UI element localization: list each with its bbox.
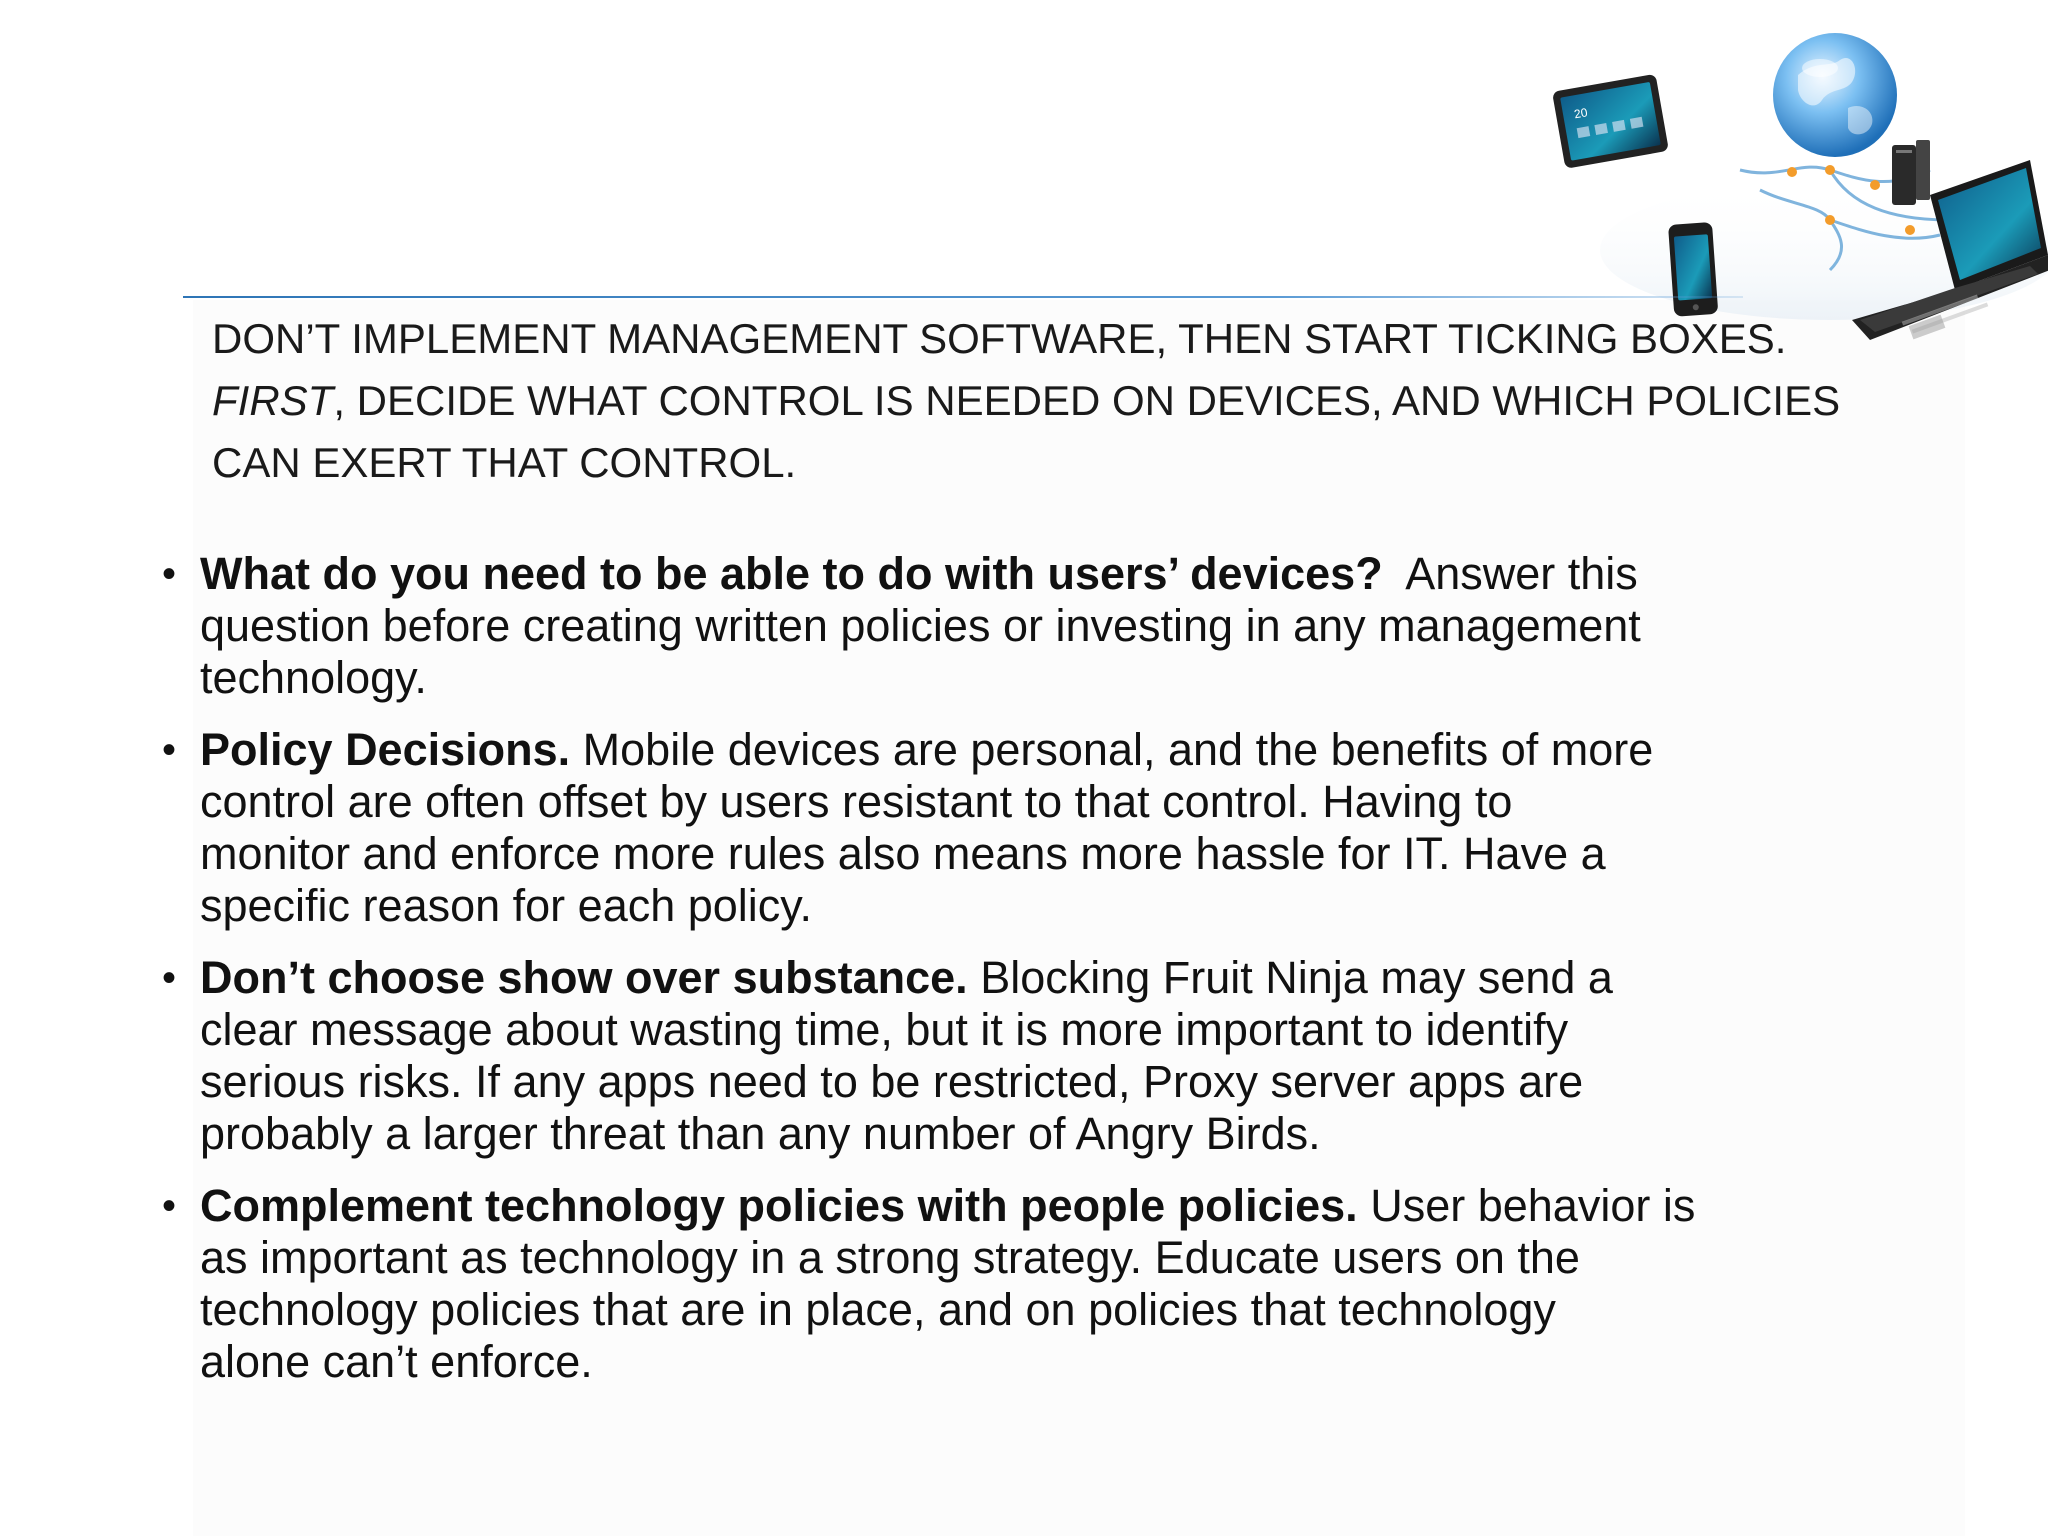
bullet-heading: Don’t choose show over substance. [200,952,968,1003]
title-line-2 [212,370,1841,432]
bullet-text: Mobile devices are personal, and the benefits of more [582,724,1654,775]
title-divider [183,296,1743,298]
bullet-line: as important as technology in a strong strategy. Educate users on the [200,1232,1580,1283]
bullet-marker: • [162,728,177,772]
bullet-line: question before creating written policies or investing in any management [200,600,1641,651]
title-emphasis: FIRST [212,377,334,424]
bullet-line: specific reason for each policy. [200,880,812,931]
smartphone-icon [1668,222,1718,317]
bullet-line: alone can’t enforce. [200,1336,593,1387]
bullet-item [158,1180,1858,1388]
bullet-marker: • [162,956,177,1000]
tablet-icon [1552,74,1669,169]
bullet-text: Answer this [1405,548,1638,599]
bullet-marker: • [162,1184,177,1228]
bullet-heading: Policy Decisions. [200,724,571,775]
bullet-line: technology policies that are in place, and on policies that technology [200,1284,1556,1335]
bullet-line: control are often offset by users resistant to that control. Having to [200,776,1513,827]
bullet-line: serious risks. If any apps need to be restricted, Proxy server apps are [200,1056,1584,1107]
title-line-2-rest: , DECIDE WHAT CONTROL IS NEEDED ON DEVICES, AND WHICH POLICIES [333,377,1841,424]
bullet-line [200,952,1858,1004]
server-icon [1892,140,1930,205]
bullet-line: clear message about wasting time, but it is more important to identify [200,1004,1569,1055]
bullet-line: technology. [200,652,427,703]
bullet-item [158,548,1858,704]
title-line-1: DON’T IMPLEMENT MANAGEMENT SOFTWARE, THEN START TICKING BOXES. [212,315,1787,362]
bullet-line [200,548,1858,600]
bullet-line [200,1180,1858,1232]
bullet-marker: • [162,552,177,596]
globe-icon [1773,33,1897,157]
bullet-item [158,952,1858,1160]
bullet-item [158,724,1858,932]
bullet-line: probably a larger threat than any number of Angry Birds. [200,1108,1321,1159]
tablet-screen-text: 20 [1573,105,1589,122]
bullet-heading: Complement technology policies with people policies. [200,1180,1358,1231]
bullet-line: monitor and enforce more rules also means more hassle for IT. Have a [200,828,1606,879]
bullet-line [200,724,1858,776]
slide-title [212,308,1841,494]
bullet-text: Blocking Fruit Ninja may send a [980,952,1613,1003]
bullet-heading: What do you need to be able to do with users’ devices? [200,548,1383,599]
bullet-text: User behavior is [1370,1180,1696,1231]
title-line-3: CAN EXERT THAT CONTROL. [212,439,797,486]
bullet-list [158,548,1858,1408]
